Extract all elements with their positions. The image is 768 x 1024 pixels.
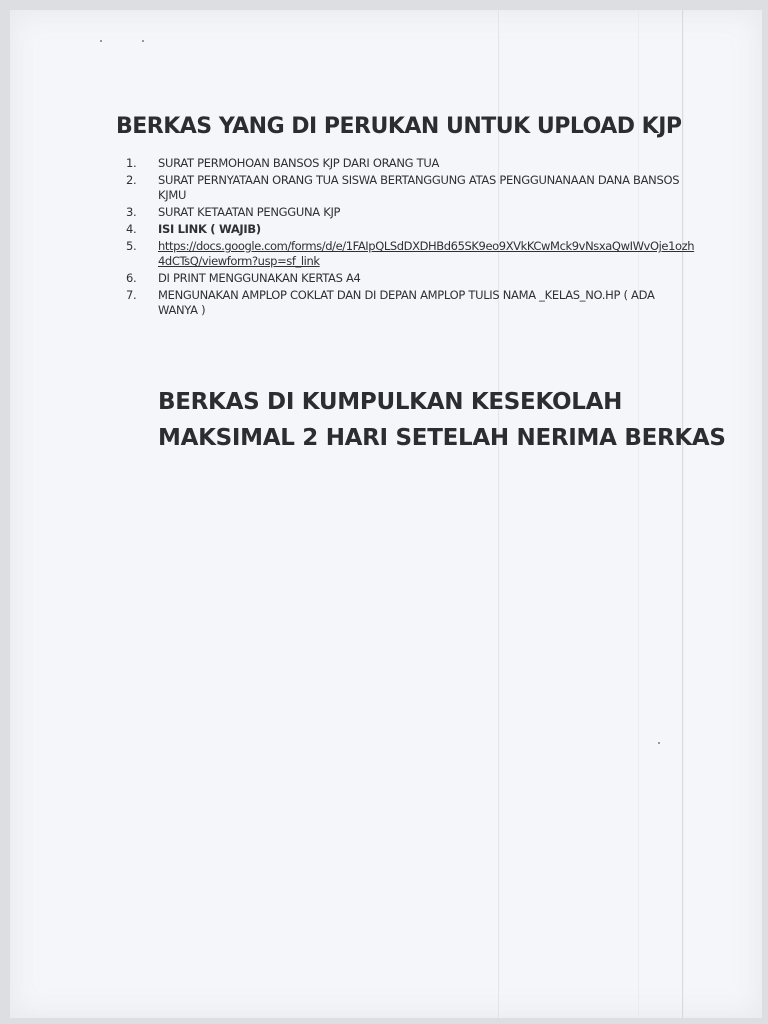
list-item bbox=[126, 288, 696, 318]
list-item-number: 1. bbox=[126, 156, 137, 170]
scan-speck bbox=[658, 742, 660, 744]
notice-line-1: BERKAS DI KUMPULKAN KESEKOLAH bbox=[158, 389, 623, 415]
requirements-list bbox=[126, 156, 696, 320]
submission-notice bbox=[158, 384, 726, 456]
list-item-text: SURAT PERNYATAAN ORANG TUA SISWA BERTANGGUNG ATAS PENGGUNANAAN DANA BANSOS KJMU bbox=[158, 173, 680, 202]
list-item-number: 6. bbox=[126, 271, 137, 285]
list-item-number: 2. bbox=[126, 173, 137, 187]
list-item-text: MENGUNAKAN AMPLOP COKLAT DAN DI DEPAN AMPLOP TULIS NAMA _KELAS_NO.HP ( ADA WANYA ) bbox=[158, 288, 655, 317]
scanned-page bbox=[10, 10, 762, 1018]
list-item bbox=[126, 222, 696, 237]
list-item bbox=[126, 271, 696, 286]
list-item bbox=[126, 239, 696, 269]
list-item-number: 5. bbox=[126, 239, 137, 253]
list-item bbox=[126, 173, 696, 203]
list-item-number: 3. bbox=[126, 205, 137, 219]
list-item-text: DI PRINT MENGGUNAKAN KERTAS A4 bbox=[158, 271, 361, 285]
scan-speck bbox=[142, 40, 144, 42]
list-item bbox=[126, 156, 696, 171]
google-form-link[interactable]: https://docs.google.com/forms/d/e/1FAIpQLSdDXDHBd65SK9eo9XVkKCwMck9vNsxaQwIWvOje1ozh4dCTsQ/viewform?usp=sf_link bbox=[158, 239, 695, 268]
notice-line-2: MAKSIMAL 2 HARI SETELAH NERIMA BERKAS bbox=[158, 425, 726, 451]
list-item-text: SURAT PERMOHOAN BANSOS KJP DARI ORANG TUA bbox=[158, 156, 440, 170]
document-heading: BERKAS YANG DI PERUKAN UNTUK UPLOAD KJP bbox=[116, 114, 682, 139]
list-item-text: ISI LINK ( WAJIB) bbox=[158, 222, 261, 236]
scan-speck bbox=[100, 40, 102, 42]
list-item-text: SURAT KETAATAN PENGGUNA KJP bbox=[158, 205, 341, 219]
list-item bbox=[126, 205, 696, 220]
list-item-number: 4. bbox=[126, 222, 137, 236]
list-item-number: 7. bbox=[126, 288, 137, 302]
